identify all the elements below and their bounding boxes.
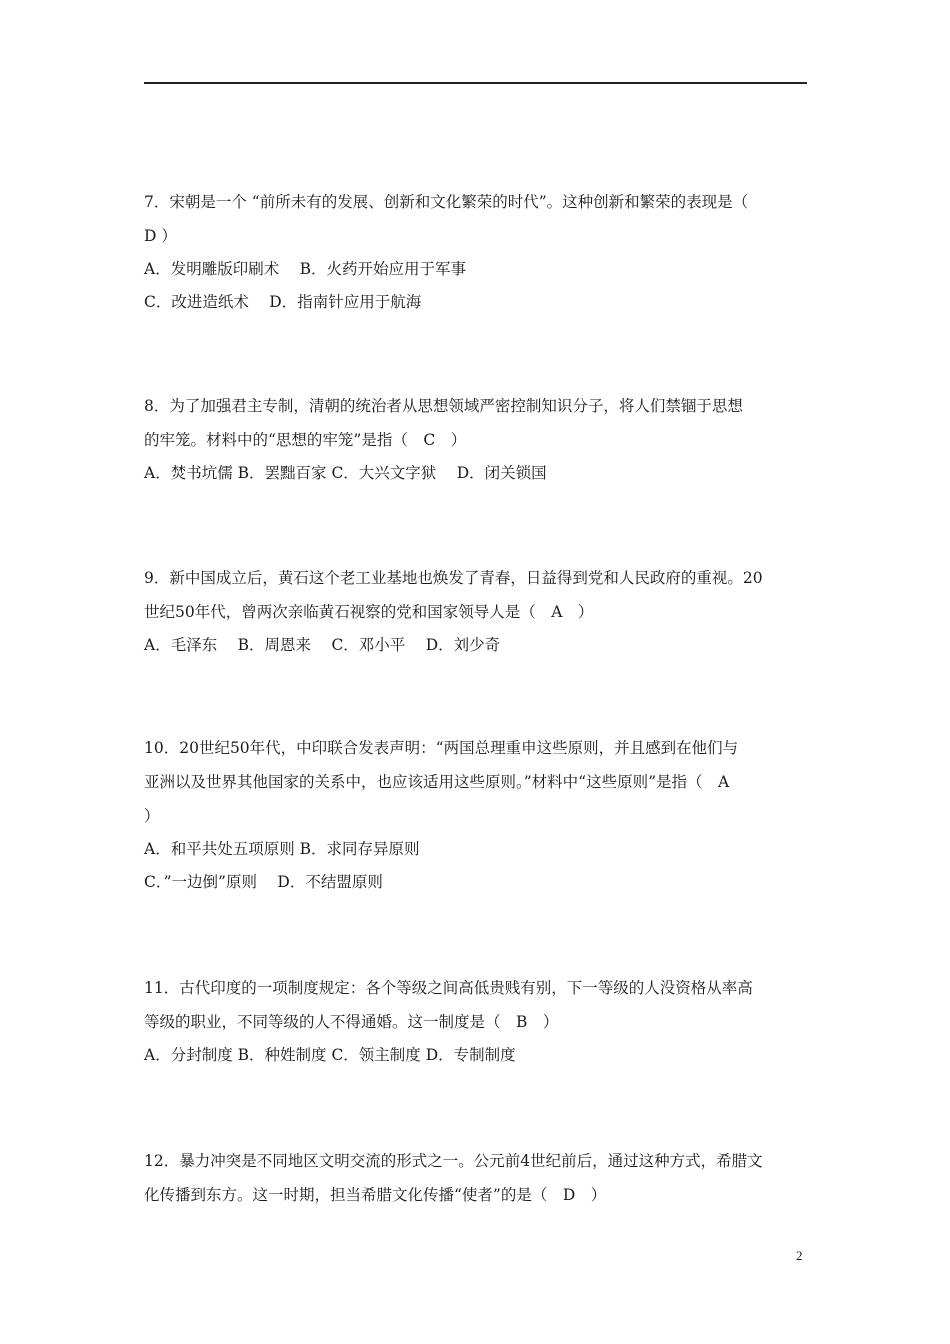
question-stem-line: 8．为了加强君主专制，清朝的统治者从思想领域严密控制知识分子，将人们禁锢于思想 xyxy=(144,397,743,415)
question-stem-line: 9．新中国成立后，黄石这个老工业基地也焕发了青春，日益得到党和人民政府的重视。20 xyxy=(144,569,763,587)
question-options-line: A．发明雕版印刷术 B．火药开始应用于军事 xyxy=(144,260,467,278)
page-number: 2 xyxy=(796,1248,803,1263)
question-options-line: A．和平共处五项原则 B．求同存异原则 xyxy=(144,840,420,858)
question-stem-line: D ） xyxy=(144,227,177,245)
question-9 xyxy=(144,561,809,662)
header-rule xyxy=(144,82,807,84)
question-stem-line: 化传播到东方。这一时期，担当希腊文化传播“使者”的是（ D ） xyxy=(144,1186,607,1204)
question-12 xyxy=(144,1144,809,1212)
question-stem-line: 12．暴力冲突是不同地区文明交流的形式之一。公元前4世纪前后，通过这种方式，希腊文 xyxy=(144,1152,763,1170)
question-stem-line: 亚洲以及世界其他国家的关系中，也应该适用这些原则。”材料中“这些原则”是指（ A xyxy=(144,773,730,791)
question-stem-line: 7．宋朝是一个 “前所未有的发展、创新和文化繁荣的时代”。这种创新和繁荣的表现是（ xyxy=(144,193,749,211)
question-11 xyxy=(144,971,809,1072)
question-stem-line: 等级的职业，不同等级的人不得通婚。这一制度是（ B ） xyxy=(144,1013,559,1031)
question-10 xyxy=(144,731,809,899)
question-options-line: A．焚书坑儒 B．罢黜百家 C．大兴文字狱 D．闭关锁国 xyxy=(144,464,547,482)
question-8 xyxy=(144,389,809,490)
question-stem-line: 11．古代印度的一项制度规定：各个等级之间高低贵贱有别，下一等级的人没资格从率高 xyxy=(144,979,753,997)
question-stem-line: 世纪50年代，曾两次亲临黄石视察的党和国家领导人是（ A ） xyxy=(144,603,594,621)
question-stem-line: 的牢笼。材料中的“思想的牢笼”是指（ C ） xyxy=(144,431,467,449)
question-stem-line: 10．20世纪50年代，中印联合发表声明：“两国总理重申这些原则，并且感到在他们与 xyxy=(144,739,739,757)
question-options-line: A．毛泽东 B．周恩来 C．邓小平 D．刘少奇 xyxy=(144,636,501,654)
question-options-line: A．分封制度 B．种姓制度 C．领主制度 D．专制制度 xyxy=(144,1046,516,1064)
question-options-line: C．”一边倒”原则 D．不结盟原则 xyxy=(144,873,383,891)
question-stem-line: ） xyxy=(144,807,160,825)
question-7 xyxy=(144,185,809,319)
question-options-line: C．改进造纸术 D．指南针应用于航海 xyxy=(144,293,422,311)
